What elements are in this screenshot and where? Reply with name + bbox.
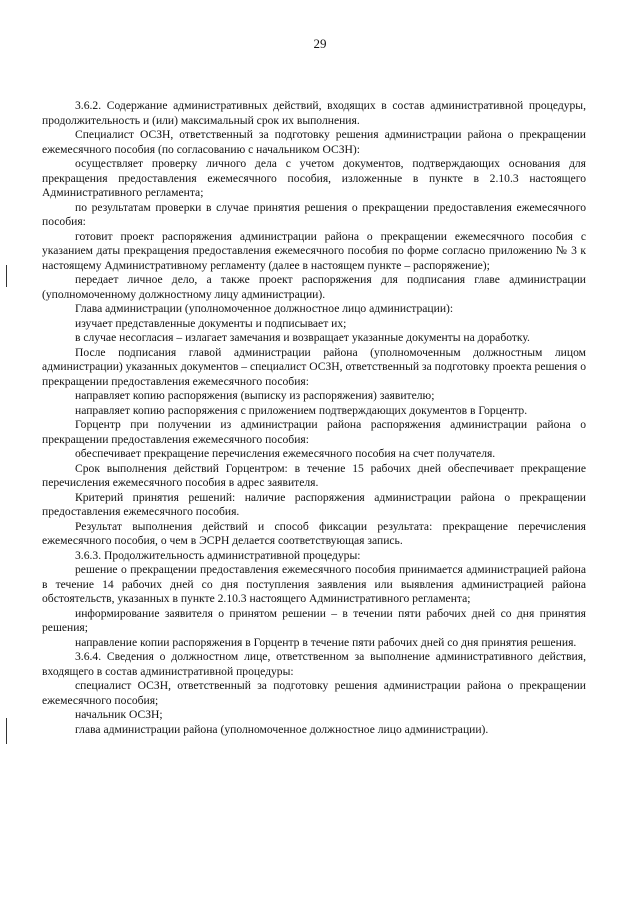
paragraph: специалист ОСЗН, ответственный за подготовку решения администрации района о прекращении ежемесячного пособия; bbox=[42, 679, 586, 707]
paragraph: Результат выполнения действий и способ фиксации результата: прекращение перечисления ежемесячного пособия, о чем в ЭСРН делается соответствующая запись. bbox=[42, 519, 586, 547]
paragraph: готовит проект распоряжения администрации района о прекращении ежемесячного пособия с указанием даты прекращения предоставления ежемесячного пособия по форме согласно приложению № 3 к настоящему Административному регламенту (далее в настоящем пункте – распоряжение); bbox=[42, 229, 586, 272]
paragraph: осуществляет проверку личного дела с учетом документов, подтверждающих основания для прекращения предоставления ежемесячного пособия, изложенные в пункте в 2.10.3 настоящего Административного регламента; bbox=[42, 157, 586, 199]
scan-edge-mark-bottom bbox=[6, 718, 7, 744]
paragraph: передает личное дело, а также проект распоряжения для подписания главе администрации (уполномоченному должностному лицу администрации). bbox=[42, 273, 586, 301]
paragraph: информирование заявителя о принятом решении – в течении пяти рабочих дней со дня принятия решения; bbox=[42, 606, 586, 634]
paragraph: Горцентр при получении из администрации района распоряжения администрации района о прекращении предоставления ежемесячного пособия: bbox=[42, 418, 586, 446]
paragraph: 3.6.4. Сведения о должностном лице, ответственном за выполнение административного действия, входящего в состав административной процедуры: bbox=[42, 650, 586, 678]
paragraph: Специалист ОСЗН, ответственный за подготовку решения администрации района о прекращении ежемесячного пособия (по согласованию с начальником ОСЗН): bbox=[42, 128, 586, 156]
paragraph: в случае несогласия – излагает замечания и возвращает указанные документы на доработку. bbox=[75, 331, 530, 344]
paragraph: глава администрации района (уполномоченное должностное лицо администрации). bbox=[75, 722, 489, 736]
paragraph: После подписания главой администрации района (уполномоченным должностным лицом администрации) указанных документов – специалист ОСЗН, ответственный за подготовку проекта решения о прекращении предоставления ежемесячного пособия: bbox=[42, 345, 586, 388]
document-body bbox=[42, 99, 586, 737]
paragraph: решение о прекращении предоставления ежемесячного пособия принимается администрацией района в течение 14 рабочих дней со дня поступления заявления или выявления администрацией района обстоятельств, указанных в пункте 2.10.3 настоящего Административного регламента; bbox=[42, 563, 586, 605]
paragraph: Глава администрации (уполномоченное должностное лицо администрации): bbox=[75, 302, 454, 315]
paragraph: 3.6.3. Продолжительность административной процедуры: bbox=[75, 548, 361, 562]
paragraph: направляет копию распоряжения (выписку из распоряжения) заявителю; bbox=[75, 389, 435, 402]
paragraph: начальник ОСЗН; bbox=[75, 708, 163, 721]
paragraph: направляет копию распоряжения с приложением подтверждающих документов в Горцентр. bbox=[75, 403, 528, 417]
paragraph: обеспечивает прекращение перечисления ежемесячного пособия на счет получателя. bbox=[75, 447, 496, 460]
paragraph: Критерий принятия решений: наличие распоряжения администрации района о прекращении предоставления ежемесячного пособия. bbox=[42, 490, 586, 518]
page-number: 29 bbox=[313, 36, 327, 51]
scan-edge-mark-top bbox=[6, 265, 7, 287]
paragraph: 3.6.2. Содержание административных действий, входящих в состав административной процедуры, продолжительность и (или) максимальный срок их выполнения. bbox=[42, 99, 586, 127]
paragraph: по результатам проверки в случае принятия решения о прекращении предоставления ежемесячного пособия: bbox=[42, 200, 586, 228]
paragraph: направление копии распоряжения в Горцентр в течение пяти рабочих дней со дня принятия решения. bbox=[75, 635, 577, 649]
paragraph: изучает представленные документы и подписывает их; bbox=[75, 316, 347, 330]
paragraph: Срок выполнения действий Горцентром: в течение 15 рабочих дней обеспечивает прекращение перечисления ежемесячного пособия в адрес заявителя. bbox=[42, 461, 586, 489]
